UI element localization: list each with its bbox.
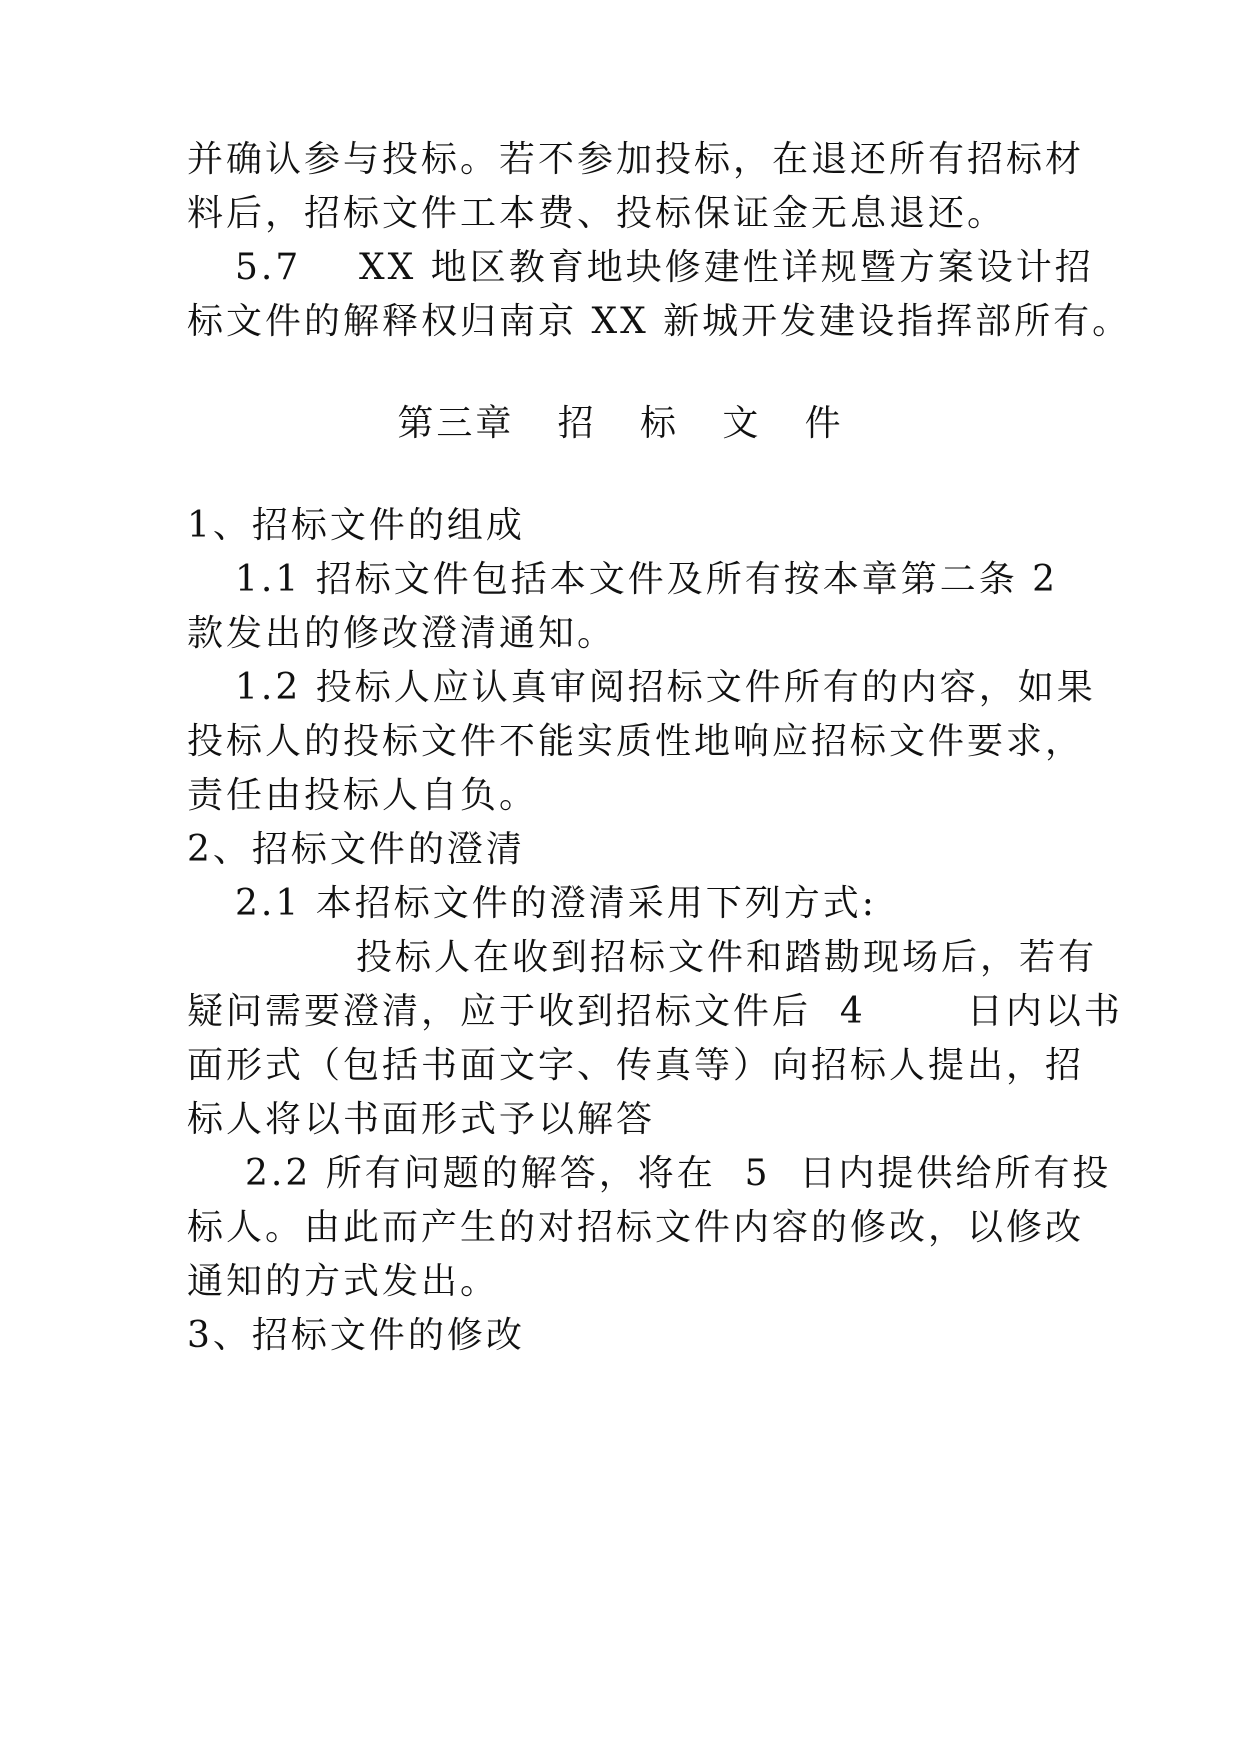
section-heading: 2、招标文件的澄清 [187,829,525,870]
paragraph-line: 并确认参与投标。若不参加投标，在退还所有招标材 [187,139,1085,180]
paragraph-line: 1.2 投标人应认真审阅招标文件所有的内容，如果 [235,667,1096,708]
paragraph-line: 投标人的投标文件不能实质性地响应招标文件要求， [187,721,1085,762]
section-heading: 1、招标文件的组成 [187,505,525,546]
paragraph-line: 料后，招标文件工本费、投标保证金无息退还。 [187,193,1007,234]
paragraph-line: 投标人在收到招标文件和踏勘现场后，若有 [356,937,1098,978]
paragraph-line: 2.2 所有问题的解答，将在 5 日内提供给所有投 [245,1153,1112,1194]
paragraph-line: 责任由投标人自负。 [187,775,539,816]
paragraph-line: 疑问需要澄清，应于收到招标文件后 4 日内以书 [187,991,1123,1032]
paragraph-line: 5.7 XX 地区教育地块修建性详规暨方案设计招 [235,247,1094,288]
paragraph-line: 1.1 招标文件包括本文件及所有按本章第二条 2 [235,559,1059,600]
chapter-title: 第三章 招 标 文 件 [397,403,844,444]
paragraph-line: 标人将以书面形式予以解答 [187,1099,656,1140]
section-heading: 3、招标文件的修改 [187,1315,525,1356]
paragraph-line: 标文件的解释权归南京 XX 新城开发建设指挥部所有。 [187,301,1132,342]
paragraph-line: 2.1 本招标文件的澄清采用下列方式: [235,883,877,924]
paragraph-line: 款发出的修改澄清通知。 [187,613,617,654]
paragraph-line: 标人。由此而产生的对招标文件内容的修改，以修改 [187,1207,1085,1248]
paragraph-line: 面形式（包括书面文字、传真等）向招标人提出，招 [187,1045,1085,1086]
paragraph-line: 通知的方式发出。 [187,1261,500,1302]
